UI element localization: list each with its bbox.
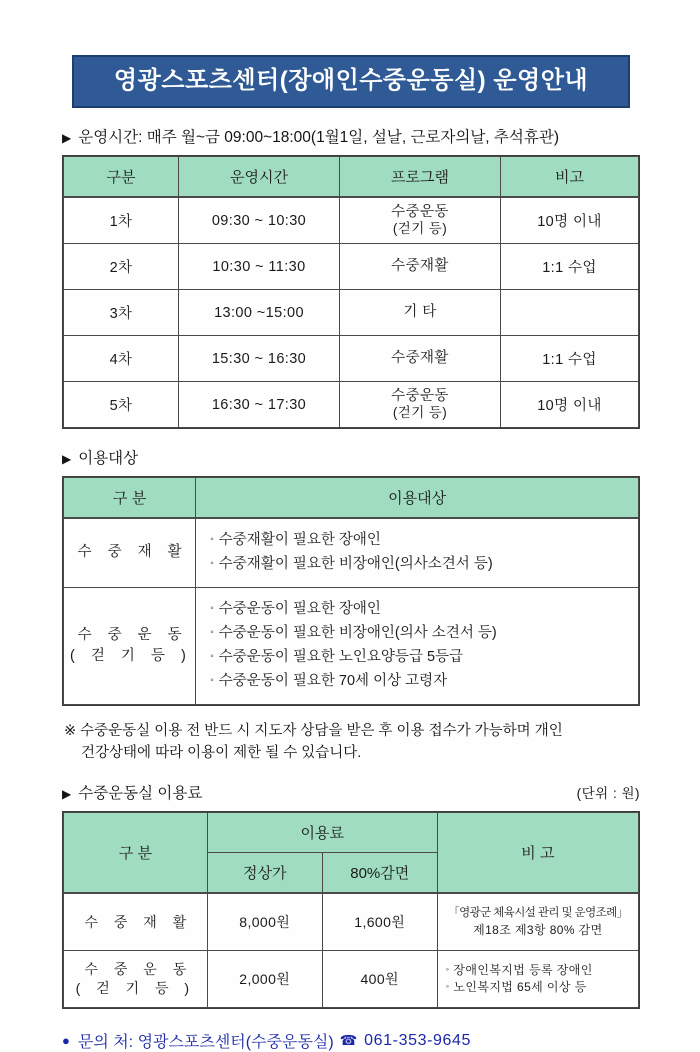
list-item-label: 수중운동이 필요한 70세 이상 고령자 — [218, 672, 448, 689]
fee-unit-label: (단위 : 원) — [576, 786, 640, 802]
list-item-label: 수중운동이 필요한 비장애인(의사 소견서 등) — [218, 624, 497, 641]
asterisk-marker-icon: ※ — [64, 722, 77, 739]
cell-gubun — [64, 951, 208, 1008]
bullet-dot-icon: ● — [62, 1033, 70, 1049]
column-header-normal-price: 정상가 — [207, 853, 322, 894]
usage-note — [64, 720, 640, 765]
table-row — [64, 290, 639, 336]
table-row — [64, 336, 639, 382]
list-item — [210, 670, 630, 694]
cell-program-main: 수중운동 — [391, 204, 449, 221]
target-heading-text: 이용대상 — [78, 450, 139, 467]
cell-remark — [501, 290, 639, 336]
column-header-target: 이용대상 — [196, 478, 639, 519]
cell-gubun: 5차 — [64, 382, 179, 428]
contact-line — [62, 1029, 640, 1052]
cell-gubun-main: 수 중 운 동 — [77, 626, 188, 643]
cell-time: 16:30 ~ 17:30 — [179, 382, 340, 428]
bullet-circle-icon: ◦ — [210, 602, 214, 614]
bullet-circle-icon: ◦ — [210, 534, 214, 545]
bullet-circle-icon: ◦ — [445, 964, 450, 975]
target-list — [210, 529, 630, 577]
column-header-discount-price: 80%감면 — [322, 853, 437, 894]
table-row — [64, 382, 639, 428]
remark-line: 「영광군 체육시설 관리 및 운영조례」 — [448, 907, 628, 920]
list-item — [210, 646, 630, 670]
cell-gubun: 1차 — [64, 197, 179, 244]
column-header-gubun: 구 분 — [64, 813, 208, 894]
remark-label: 노인복지법 65세 이상 등 — [453, 980, 587, 995]
cell-remark — [437, 951, 638, 1008]
fee-table-frame — [62, 811, 640, 1009]
table-header-row-top — [64, 813, 639, 853]
cell-remark — [437, 893, 638, 951]
cell-program-sub: (걷기 등) — [392, 221, 448, 237]
schedule-table — [63, 156, 639, 428]
cell-program: 수중재활 — [340, 244, 501, 290]
cell-gubun — [64, 587, 196, 704]
list-item-label: 수중운동이 필요한 노인요양등급 5등급 — [218, 648, 464, 665]
remark-line — [446, 962, 634, 979]
bullet-circle-icon: ◦ — [210, 626, 214, 638]
table-header-row — [64, 478, 639, 519]
note-line-1: 수중운동실 이용 전 반드 시 지도자 상담을 받은 후 이용 접수가 가능하며 개인 — [80, 722, 563, 739]
column-header-remark: 비 고 — [437, 813, 638, 894]
schedule-table-frame — [62, 155, 640, 429]
table-row — [64, 951, 639, 1008]
bullet-circle-icon: ◦ — [210, 650, 214, 662]
triangle-marker-icon: ▶ — [62, 131, 72, 145]
cell-normal-price: 8,000원 — [207, 893, 322, 951]
column-header-gubun: 구 분 — [64, 478, 196, 519]
bullet-circle-icon: ◦ — [210, 674, 214, 686]
cell-program: 수중재활 — [340, 336, 501, 382]
cell-program: 기 타 — [340, 290, 501, 336]
cell-program-main: 수중운동 — [391, 388, 449, 405]
cell-gubun: 3차 — [64, 290, 179, 336]
cell-discount-price: 400원 — [322, 951, 437, 1008]
cell-target-list — [196, 587, 639, 704]
cell-time: 13:00 ~15:00 — [179, 290, 340, 336]
cell-gubun-sub: ( 걷 기 등 ) — [75, 980, 196, 997]
triangle-marker-icon: ▶ — [62, 787, 72, 802]
fee-section-heading — [62, 781, 640, 803]
cell-time: 10:30 ~ 11:30 — [179, 244, 340, 290]
cell-gubun: 4차 — [64, 336, 179, 382]
fee-heading-text: 수중운동실 이용료 — [78, 785, 203, 803]
contact-phone: 061-353-9645 — [364, 1031, 471, 1049]
column-header-program: 프로그램 — [340, 157, 501, 198]
target-section-heading — [62, 446, 640, 468]
table-row — [64, 518, 639, 587]
column-header-fee-group: 이용료 — [207, 813, 437, 853]
page-title: 영광스포츠센터(장애인수중운동실) 운영안내 — [113, 67, 589, 94]
column-header-gubun: 구분 — [64, 157, 179, 198]
cell-time: 15:30 ~ 16:30 — [179, 336, 340, 382]
list-item — [210, 553, 630, 577]
cell-program — [340, 197, 501, 244]
table-row — [64, 244, 639, 290]
target-list — [210, 598, 630, 694]
cell-gubun: 수 중 재 활 — [64, 893, 208, 951]
list-item-label: 수중재활이 필요한 비장애인(의사소견서 등) — [218, 555, 493, 572]
cell-program-sub: (걷기 등) — [392, 405, 448, 421]
bullet-circle-icon: ◦ — [445, 981, 450, 992]
cell-time: 09:30 ~ 10:30 — [179, 197, 340, 244]
table-row — [64, 587, 639, 704]
target-table — [63, 477, 639, 705]
cell-remark: 1:1 수업 — [501, 244, 639, 290]
telephone-icon: ☎ — [339, 1032, 358, 1049]
cell-gubun-main: 수 중 운 동 — [84, 960, 193, 977]
fee-table — [63, 812, 639, 1008]
operating-hours-text: 운영시간: 매주 월~금 09:00~18:00(1월1일, 설날, 근로자의날, 추석휴관) — [78, 129, 559, 146]
list-item-label: 수중재활이 필요한 장애인 — [218, 532, 381, 548]
table-row — [64, 893, 639, 951]
cell-program — [340, 382, 501, 428]
contact-label: 문의 처: 영광스포츠센터(수중운동실) — [77, 1034, 334, 1052]
remark-line: 제18조 제3항 80% 감면 — [473, 923, 603, 938]
column-header-time: 운영시간 — [179, 157, 340, 198]
list-item-label: 수중운동이 필요한 장애인 — [218, 600, 381, 617]
cell-remark: 10명 이내 — [501, 197, 639, 244]
cell-target-list — [196, 518, 639, 587]
column-header-remark: 비고 — [501, 157, 639, 198]
cell-discount-price: 1,600원 — [322, 893, 437, 951]
cell-gubun: 2차 — [64, 244, 179, 290]
list-item — [210, 622, 630, 646]
table-row — [64, 197, 639, 244]
operating-hours-line — [62, 125, 640, 147]
triangle-marker-icon: ▶ — [62, 452, 72, 466]
cell-gubun-sub: ( 걷 기 등 ) — [70, 647, 192, 664]
table-header-row — [64, 157, 639, 198]
remark-label: 장애인복지법 등록 장애인 — [453, 963, 593, 978]
cell-remark: 1:1 수업 — [501, 336, 639, 382]
cell-gubun: 수 중 재 활 — [64, 518, 196, 587]
list-item — [210, 529, 630, 553]
target-table-frame — [62, 476, 640, 706]
bullet-circle-icon: ◦ — [210, 557, 214, 569]
list-item — [210, 598, 630, 622]
remark-line — [446, 979, 634, 996]
note-line-2: 건강상태에 따라 이용이 제한 될 수 있습니다. — [81, 745, 362, 761]
title-banner — [72, 55, 630, 108]
cell-normal-price: 2,000원 — [207, 951, 322, 1008]
cell-remark: 10명 이내 — [501, 382, 639, 428]
